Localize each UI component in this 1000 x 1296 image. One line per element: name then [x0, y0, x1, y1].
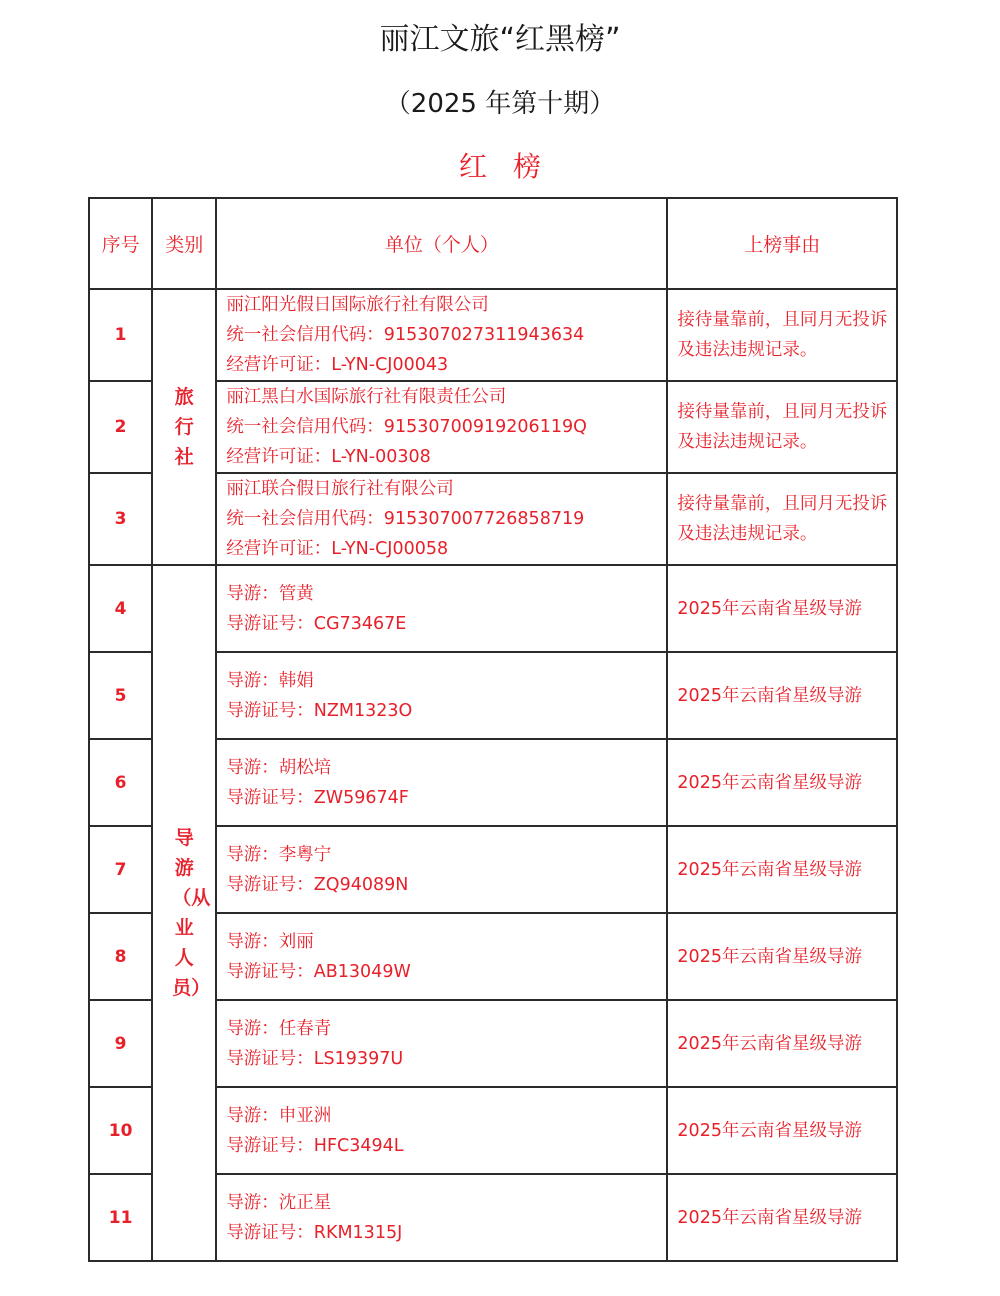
reason-cell: 接待量靠前，且同月无投诉及违法违规记录。	[667, 381, 897, 473]
agency-name: 丽江黑白水国际旅行社有限责任公司	[226, 387, 507, 407]
guide-name: 导游：韩娟	[226, 670, 314, 691]
row-number: 4	[89, 565, 152, 652]
guide-name: 导游：管黄	[226, 583, 314, 604]
category-guide-label: 导游（从业人员）	[172, 827, 211, 999]
guide-card-number: 导游证号：LS19397U	[226, 1048, 404, 1069]
row-number: 8	[89, 913, 152, 1000]
agency-license: 经营许可证：L-YN-CJ00058	[226, 539, 449, 559]
agency-license: 经营许可证：L-YN-CJ00043	[226, 355, 449, 375]
table-row	[89, 289, 897, 381]
unit-cell	[216, 652, 667, 739]
reason-cell: 接待量靠前，且同月无投诉及违法违规记录。	[667, 473, 897, 565]
unit-cell	[216, 381, 667, 473]
category-guide	[152, 565, 216, 1261]
row-number: 2	[89, 381, 152, 473]
row-number: 1	[89, 289, 152, 381]
reason-cell: 2025年云南省星级导游	[667, 739, 897, 826]
guide-card-number: 导游证号：NZM1323O	[226, 700, 413, 721]
agency-license: 经营许可证：L-YN-00308	[226, 447, 431, 467]
guide-card-number: 导游证号：ZW59674F	[226, 787, 409, 808]
guide-name: 导游：沈正星	[226, 1192, 332, 1213]
row-number: 9	[89, 1000, 152, 1087]
unit-cell	[216, 565, 667, 652]
guide-card-number: 导游证号：HFC3494L	[226, 1135, 404, 1156]
reason-cell: 2025年云南省星级导游	[667, 826, 897, 913]
unit-cell	[216, 826, 667, 913]
row-number: 10	[89, 1087, 152, 1174]
agency-name: 丽江联合假日旅行社有限公司	[226, 479, 454, 499]
reason-cell: 2025年云南省星级导游	[667, 1087, 897, 1174]
agency-credit-code: 统一社会信用代码：915307027311943634	[226, 325, 585, 345]
guide-name: 导游：胡松培	[226, 757, 332, 778]
table-row	[89, 565, 897, 652]
agency-name: 丽江阳光假日国际旅行社有限公司	[226, 295, 489, 315]
unit-cell	[216, 473, 667, 565]
red-list-title: 红榜	[458, 150, 567, 183]
guide-name: 导游：刘丽	[226, 931, 314, 952]
reason-cell: 接待量靠前，且同月无投诉及违法违规记录。	[667, 289, 897, 381]
guide-name: 导游：申亚洲	[226, 1105, 332, 1126]
unit-cell	[216, 913, 667, 1000]
header-reason: 上榜事由	[667, 198, 897, 289]
unit-cell	[216, 1087, 667, 1174]
reason-cell: 2025年云南省星级导游	[667, 565, 897, 652]
guide-name: 导游：任春青	[226, 1018, 332, 1039]
page-title: 丽江文旅“红黑榜”	[379, 22, 621, 57]
reason-cell: 2025年云南省星级导游	[667, 1174, 897, 1261]
reason-cell: 2025年云南省星级导游	[667, 913, 897, 1000]
page-subtitle: （2025 年第十期）	[384, 89, 616, 119]
agency-credit-code: 统一社会信用代码：91530700919206119Q	[226, 417, 587, 437]
red-list-table	[88, 197, 898, 1262]
row-number: 6	[89, 739, 152, 826]
unit-cell	[216, 739, 667, 826]
header-category: 类别	[152, 198, 216, 289]
unit-cell	[216, 1174, 667, 1261]
guide-card-number: 导游证号：CG73467E	[226, 613, 407, 634]
reason-cell: 2025年云南省星级导游	[667, 1000, 897, 1087]
row-number: 7	[89, 826, 152, 913]
table-header-row	[89, 198, 897, 289]
guide-card-number: 导游证号：RKM1315J	[226, 1222, 403, 1243]
category-agency	[152, 289, 216, 565]
guide-name: 导游：李粤宁	[226, 844, 332, 865]
unit-cell	[216, 289, 667, 381]
agency-credit-code: 统一社会信用代码：915307007726858719	[226, 509, 585, 529]
header-unit: 单位（个人）	[216, 198, 667, 289]
reason-cell: 2025年云南省星级导游	[667, 652, 897, 739]
row-number: 3	[89, 473, 152, 565]
guide-card-number: 导游证号：ZQ94089N	[226, 874, 409, 895]
guide-card-number: 导游证号：AB13049W	[226, 961, 411, 982]
category-agency-label: 旅行社	[174, 386, 194, 468]
row-number: 11	[89, 1174, 152, 1261]
unit-cell	[216, 1000, 667, 1087]
header-no: 序号	[89, 198, 152, 289]
row-number: 5	[89, 652, 152, 739]
